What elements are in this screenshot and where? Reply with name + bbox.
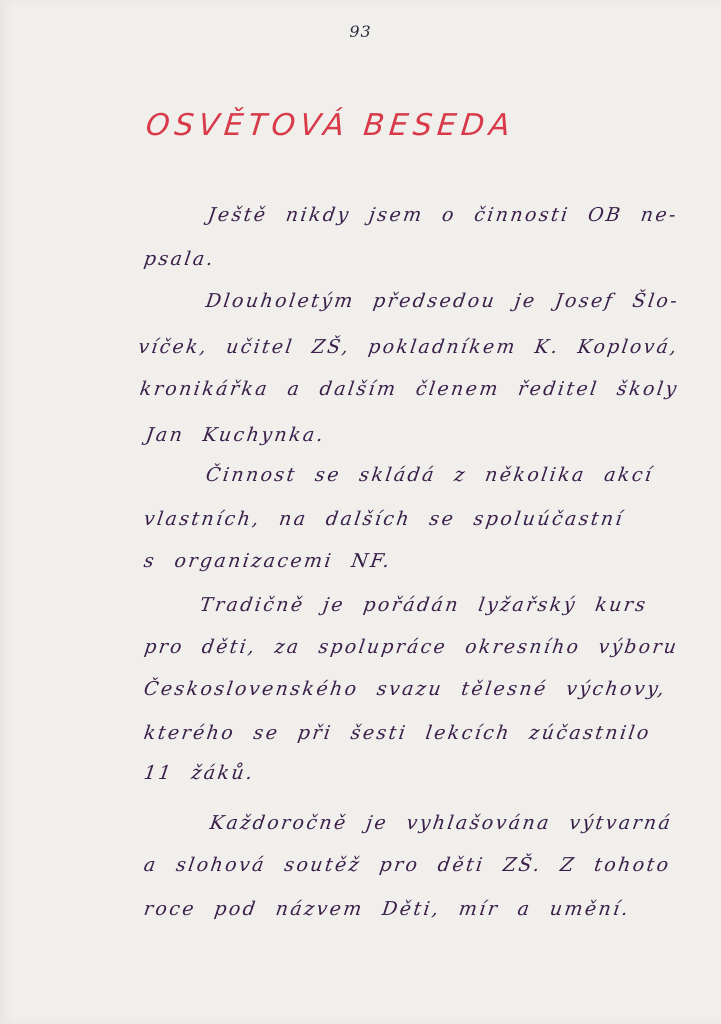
text-line-7: Činnost se skládá z několika akcí <box>204 464 656 486</box>
text-line-12: Československého svazu tělesné výchovy, <box>142 678 668 700</box>
text-line-4: víček, učitel ZŠ, pokladníkem K. Koplová, <box>136 336 681 358</box>
text-line-3: Dlouholetým předsedou je Josef Šlo- <box>204 290 681 312</box>
text-line-6: Jan Kuchynka. <box>144 424 327 446</box>
text-line-16: a slohová soutěž pro děti ZŠ. Z tohoto <box>142 854 673 876</box>
text-line-10: Tradičně je pořádán lyžařský kurs <box>198 594 650 616</box>
text-line-14: 11 žáků. <box>142 762 257 784</box>
text-line-15: Každoročně je vyhlašována výtvarná <box>208 812 674 834</box>
page-heading: OSVĚTOVÁ BESEDA <box>144 108 517 143</box>
text-line-8: vlastních, na dalších se spoluúčastní <box>142 508 626 530</box>
text-line-11: pro děti, za spolupráce okresního výboru <box>142 636 680 658</box>
text-line-9: s organizacemi NF. <box>142 550 394 572</box>
text-line-1: Ještě nikdy jsem o činnosti OB ne- <box>206 204 680 226</box>
text-line-2: psala. <box>142 248 217 270</box>
text-line-17: roce pod názvem Děti, mír a umění. <box>142 898 632 920</box>
text-line-13: kterého se při šesti lekcích zúčastnilo <box>142 722 653 744</box>
page-number: 93 <box>349 22 372 41</box>
text-line-5: kronikářka a dalším členem ředitel školy <box>138 378 681 400</box>
